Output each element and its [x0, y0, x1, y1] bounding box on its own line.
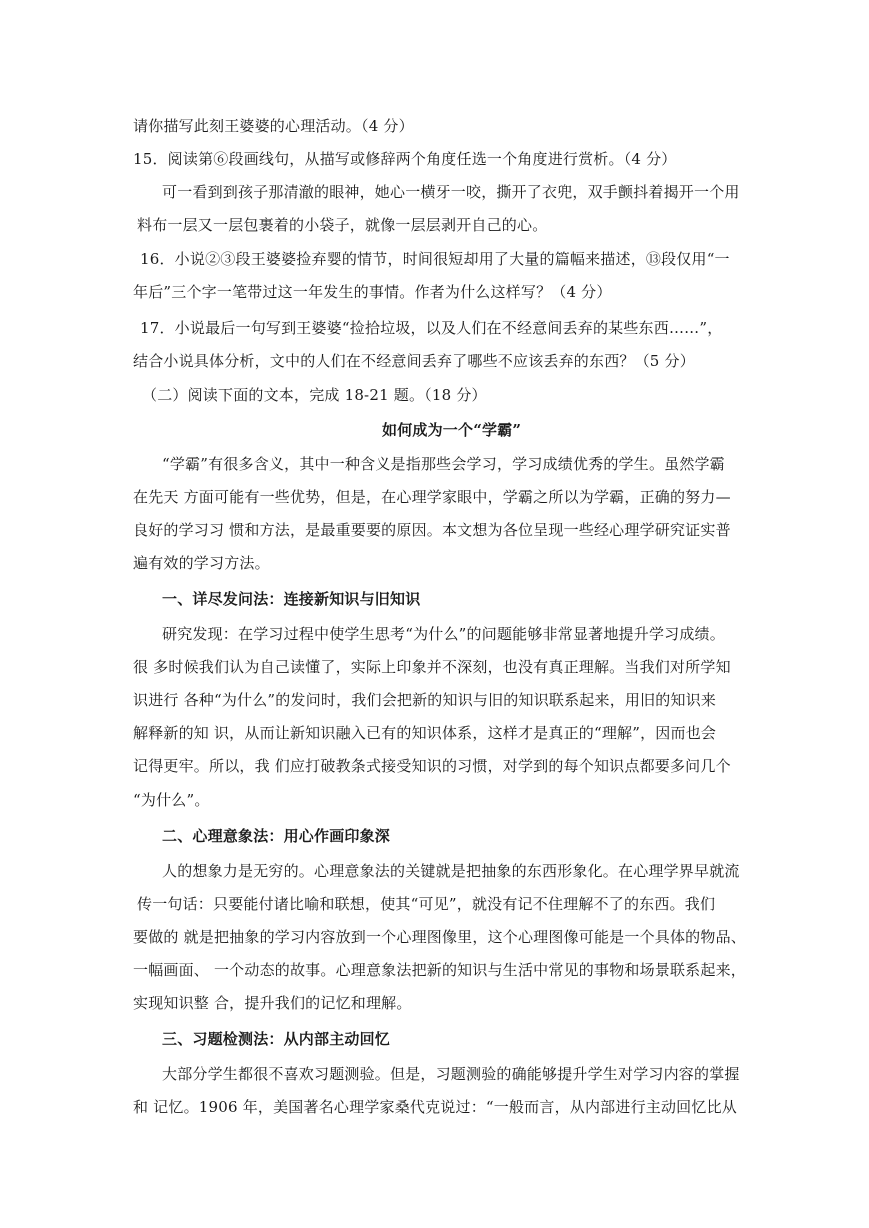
paragraph-4-line-1: 大部分学生都很不喜欢习题测验。但是，习题测验的确能够提升学生对学习内容的掌握 — [162, 1065, 740, 1083]
question-16-line-2: 年后”三个字一笔带过这一年发生的事情。作者为什么这样写？（4 分） — [133, 283, 612, 301]
question-16-line-1: 16．小说②③段王婆婆捡弃婴的情节，时间很短却用了大量的篇幅来描述，⑬段仅用“一 — [140, 250, 730, 268]
paragraph-3-line-4: 一幅画面、 一个动态的故事。心理意象法把新的知识与生活中常见的事物和场景联系起来， — [133, 961, 746, 979]
question-17-line-2: 结合小说具体分析，文中的人们在不经意间丢弃了哪些不应该丢弃的东西？（5 分） — [133, 352, 695, 370]
paragraph-2-line-5: 记得更牢。所以，我 们应打破教条式接受知识的习惯，对学到的每个知识点都要多问几个 — [133, 757, 731, 775]
question-15: 15．阅读第⑥段画线句，从描写或修辞两个角度任选一个角度进行赏析。（4 分） — [133, 150, 677, 168]
paragraph-1-line-3: 良好的学习习 惯和方法，是最重要要的原因。本文想为各位呈现一些经心理学研究证实普 — [133, 521, 731, 539]
heading-2: 二、心理意象法：用心作画印象深 — [162, 827, 391, 845]
question-14-tail: 请你描写此刻王婆婆的心理活动。（4 分） — [133, 117, 414, 135]
paragraph-3-line-3: 要做的 就是把抽象的学习内容放到一个心理图像里，这个心理图像可能是一个具体的物品、 — [133, 928, 746, 946]
paragraph-2-line-6: “为什么”。 — [133, 791, 210, 809]
question-15-quote-line-2: 料布一层又一层包裹着的小袋子，就像一层层剥开自己的心。 — [137, 216, 548, 234]
article-title: 如何成为一个“学霸” — [382, 421, 522, 439]
paragraph-2-line-2: 很 多时候我们认为自己读懂了，实际上印象并不深刻，也没有真正理解。当我们对所学知 — [133, 658, 731, 676]
heading-1: 一、详尽发问法：连接新知识与旧知识 — [162, 590, 421, 608]
paragraph-3-line-2: 传一句话：只要能付诸比喻和联想，使其“可见”，就没有记不住理解不了的东西。我们 — [137, 895, 716, 913]
paragraph-3-line-5: 实现知识整 合，提升我们的记忆和理解。 — [133, 994, 412, 1012]
paragraph-2-line-4: 解释新的知 识，从而让新知识融入已有的知识体系，这样才是真正的“理解”，因而也会 — [133, 724, 717, 742]
question-17-line-1: 17．小说最后一句写到王婆婆“捡拾垃圾，以及人们在不经意间丢弃的某些东西……”， — [140, 319, 723, 337]
paragraph-1-line-2: 在先天 方面可能有一些优势，但是，在心理学家眼中，学霸之所以为学霸，正确的努力— — [133, 488, 731, 506]
section-2-heading: （二）阅读下面的文本，完成 18-21 题。（18 分） — [142, 386, 487, 404]
paragraph-1-line-4: 遍有效的学习方法。 — [133, 554, 270, 572]
heading-3: 三、习题检测法：从内部主动回忆 — [162, 1030, 391, 1048]
question-15-quote-line-1: 可一看到到孩子那清澈的眼神，她心一横牙一咬，撕开了衣兜，双手颤抖着揭开一个用 — [162, 183, 740, 201]
paragraph-4-line-2: 和 记忆。1906 年，美国著名心理学家桑代克说过：“一般而言，从内部进行主动回忆比从 — [133, 1098, 737, 1116]
paragraph-3-line-1: 人的想象力是无穷的。心理意象法的关键就是把抽象的东西形象化。在心理学界早就流 — [162, 862, 740, 880]
paragraph-2-line-1: 研究发现：在学习过程中使学生思考“为什么”的问题能够非常显著地提升学习成绩。 — [162, 625, 725, 643]
paragraph-2-line-3: 识进行 各种“为什么”的发问时，我们会把新的知识与旧的知识联系起来，用旧的知识来 — [133, 691, 717, 709]
paragraph-1-line-1: “学霸”有很多含义，其中一种含义是指那些会学习，学习成绩优秀的学生。虽然学霸 — [162, 455, 725, 473]
